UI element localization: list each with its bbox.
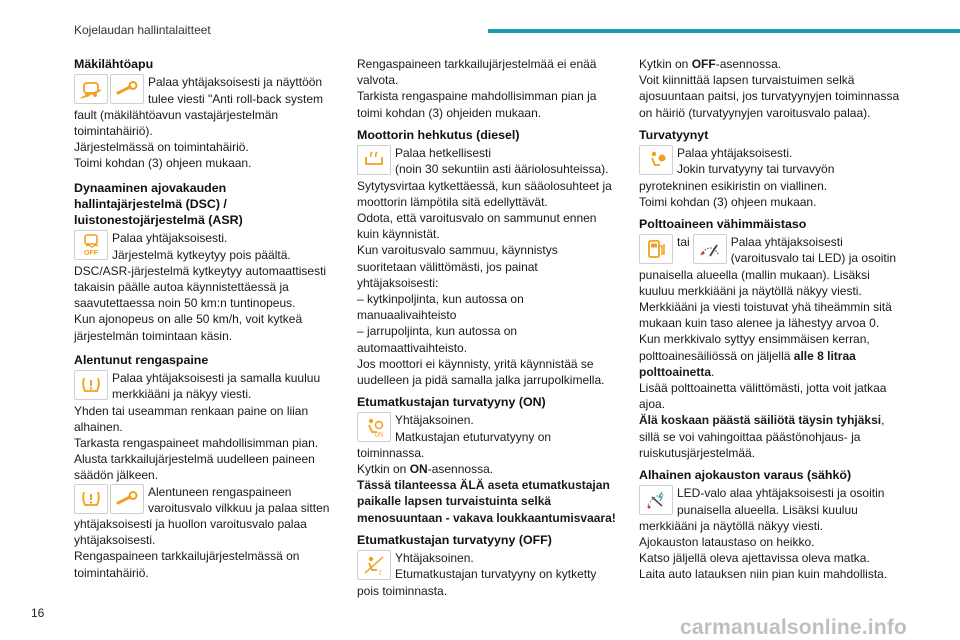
icon-group <box>693 234 727 264</box>
text-line: säädön jälkeen. <box>74 468 159 483</box>
heading-airbag-off: Etumatkustajan turvatyyny (OFF) <box>357 532 552 547</box>
text-line: Laita auto latauksen niin pian kuin mahdollista. <box>639 567 888 582</box>
icon-group <box>639 234 673 264</box>
text-line: toiminnassa. <box>357 445 425 460</box>
text-line: Kun ajonopeus on alle 50 km/h, voit kytkeä <box>74 312 303 327</box>
text-line: on häiriö (turvatyynyjen varoitusvalo palaa). <box>639 105 871 120</box>
icon-group <box>357 550 391 580</box>
text-line: uudelleen ja pidä samalla jalka jarrupolkimella. <box>357 372 605 387</box>
text-line: automaattivaihteisto. <box>357 340 468 355</box>
airbags-icon <box>639 145 673 175</box>
icon-group <box>639 145 673 175</box>
fuel-litres-line <box>639 348 903 364</box>
text-line: saavutettaessa noin 50 km:n tuntinopeus. <box>74 296 296 311</box>
text-line: Yhden tai useamman renkaan paine on liian <box>74 403 309 418</box>
text-line: varoitusvalo vilkkuu ja palaa sitten <box>148 500 330 515</box>
section-dsc-asr <box>74 230 338 343</box>
svg-text:ON: ON <box>374 432 384 439</box>
text-fragment-bold: Älä koskaan päästä säiliötä täysin tyhjäksi <box>639 413 882 428</box>
text-fragment: polttoainesäiliössä on jäljellä <box>639 348 794 363</box>
switch-line <box>639 56 903 72</box>
text-line: Toimi kohdan (3) ohjeen mukaan. <box>639 194 817 209</box>
text-fragment-bold: polttoainetta <box>639 364 711 379</box>
text-line: Tarkasta rengaspaineet mahdollisimman pian. <box>74 435 319 450</box>
heading-line: Dynaaminen ajovakauden <box>74 180 227 195</box>
section-airbag-off <box>357 550 621 599</box>
passenger-airbag-off-icon <box>357 550 391 580</box>
text-line: toimintahäiriö). <box>74 123 153 138</box>
page-number: 16 <box>31 606 45 620</box>
text-fragment: Kytkin on <box>357 462 410 477</box>
text-line: suoritetaan välittömästi, jos painat <box>357 259 538 274</box>
text-line: ajoa. <box>639 397 666 412</box>
heading-dsc-asr <box>74 180 338 229</box>
text-line: Kun merkkivalo syttyy ensimmäisen kerran, <box>639 332 870 347</box>
text-line: kuuluu merkkiääni ja näytöllä näkyy viesti. <box>639 283 862 298</box>
fuel-pump-icon <box>639 234 673 264</box>
text-fragment-bold: alle 8 litraa <box>793 348 856 363</box>
text-line: takaisin päälle autoa käynnistettäessä ja <box>74 280 289 295</box>
column-3 <box>639 56 903 583</box>
text-line: DSC/ASR-järjestelmä kytkeytyy automaattisesti <box>74 263 327 278</box>
watermark: carmanualsonline.info <box>680 616 908 639</box>
text-line: Palaa yhtäjaksoisesti ja näyttöön <box>148 75 323 90</box>
text-line: Yhtäjaksoinen. <box>395 551 474 566</box>
passenger-airbag-on-icon <box>357 412 391 442</box>
text-line: Alusta tarkkailujärjestelmä uudelleen paineen <box>74 452 315 467</box>
text-line: – kytkinpoljinta, kun autossa on <box>357 291 524 306</box>
text-line: merkkiääni ja näkyy viesti. <box>112 387 252 402</box>
text-line: Matkustajan etuturvatyyny on <box>395 429 552 444</box>
text-line: (noin 30 sekuntiin asti ääriolosuhteissa). <box>395 162 609 177</box>
text-line: yhtäjaksoisesti: <box>357 275 439 290</box>
text-line: Jokin turvatyyny tai turvavyön <box>677 162 835 177</box>
text-line: pois toiminnasta. <box>357 583 448 598</box>
text-line: punaisella alueella (mallin mukaan). Lisäksi <box>639 267 870 282</box>
text-line: Palaa hetkellisesti <box>395 146 492 161</box>
service-wrench-icon <box>110 74 144 104</box>
text-line: valvota. <box>357 73 399 88</box>
switch-line <box>357 461 621 477</box>
column-2 <box>357 56 621 599</box>
tyre-pressure-icon <box>74 484 108 514</box>
section-airbag-on <box>357 412 621 525</box>
text-line: LED-valo alaa yhtäjaksoisesti ja osoitin <box>677 486 885 501</box>
section-glow-plug <box>357 145 621 388</box>
heading-line: luistonestojärjestelmä (ASR) <box>74 213 243 228</box>
text-line: punaisella alueella. Lisäksi kuuluu <box>677 502 858 517</box>
text-line: sillä se voi vahingoittaa päästönohjaus- ja <box>639 429 861 444</box>
text-line: Tarkista rengaspaine mahdollisimman pian ja <box>357 89 597 104</box>
text-line: alhainen. <box>74 419 123 434</box>
text-line: (varoitusvalo tai LED) ja osoitin <box>730 251 897 266</box>
column-1 <box>74 56 338 581</box>
text-line: Katso jäljellä oleva ajettavissa oleva matka. <box>639 551 870 566</box>
heading-airbag-on: Etumatkustajan turvatyyny (ON) <box>357 395 546 410</box>
dsc-off-icon <box>74 230 108 260</box>
text-line: Etumatkustajan turvatyyny on kytketty <box>395 567 597 582</box>
text-line: järjestelmän toimintaan käsin. <box>74 328 233 343</box>
text-line: Rengaspaineen tarkkailujärjestelmässä on <box>74 549 300 564</box>
svg-text:2: 2 <box>378 570 382 577</box>
heading-line: hallintajärjestelmä (DSC) / <box>74 196 227 211</box>
text-line: pyrotekninen esikiristin on viallinen. <box>639 178 828 193</box>
warning-line: Tässä tilanteessa ÄLÄ aseta etumatkustajan <box>357 478 610 493</box>
or-label: tai <box>677 235 690 250</box>
icon-group <box>74 484 144 514</box>
text-line: Palaa yhtäjaksoisesti ja samalla kuuluu <box>112 371 321 386</box>
icon-group <box>74 230 108 260</box>
text-fragment-bold: ON <box>409 462 428 477</box>
text-fragment-bold: OFF <box>691 57 716 71</box>
text-line: tulee viesti "Anti roll-back system <box>148 91 323 106</box>
text-line: ruiskutusjärjestelmää. <box>639 445 756 460</box>
section-fuel-min <box>639 234 903 461</box>
hill-start-warning-icon <box>74 74 108 104</box>
header-accent-bar <box>488 29 960 33</box>
tyre-pressure-icon <box>74 370 108 400</box>
warning-line: menosuuntaan - vakava loukkaantumisvaara! <box>357 510 616 525</box>
fuel-litres-line-2 <box>639 364 903 380</box>
text-line: yhtäjaksoisesti. <box>74 533 156 548</box>
text-fragment: -asennossa. <box>427 462 494 477</box>
text-line: Merkkiääni ja viesti toistuvat yhä tiheämmin sitä <box>639 300 892 315</box>
text-line: toimi kohdan (3) ohjeiden mukaan. <box>357 105 542 120</box>
icon-group <box>357 145 391 175</box>
service-wrench-icon <box>110 484 144 514</box>
icon-group <box>74 74 144 104</box>
text-line: Palaa yhtäjaksoisesti <box>730 235 843 250</box>
text-line: – jarrupoljinta, kun autossa on <box>357 324 518 339</box>
section-airbags <box>639 145 903 210</box>
text-line: merkkiääni ja näytöllä näkyy viesti. <box>639 518 824 533</box>
heading-low-charge: Alhainen ajokauston varaus (sähkö) <box>639 468 852 483</box>
heading-airbags: Turvatyynyt <box>639 127 709 142</box>
text-line: Alentuneen rengaspaineen <box>148 484 292 499</box>
text-line: Sytytysvirtaa kytkettäessä, kun sääolosuhteet ja <box>357 178 612 193</box>
charge-level-icon <box>639 485 673 515</box>
text-line: Lisää polttoainetta välittömästi, jotta voit jatkaa <box>639 381 887 396</box>
section-hill-start <box>74 74 338 171</box>
icon-group <box>357 412 391 442</box>
running-head: Kojelaudan hallintalaitteet <box>74 23 211 37</box>
text-line: ajosuuntaan paitsi, jos turvatyynyjen toiminnassa <box>639 89 900 104</box>
text-line: Voit kiinnittää lapsen turvaistuimen selkä <box>639 73 855 88</box>
text-line: yhtäjaksoisesti ja huollon varoitusvalo palaa <box>74 516 307 531</box>
text-line: Järjestelmä kytkeytyy pois päältä. <box>112 247 291 262</box>
text-line: toimintahäiriö. <box>74 565 149 580</box>
text-line: Jos moottori ei käynnisty, yritä käynnistää se <box>357 356 594 371</box>
text-line: Ajokauston lataustaso on heikko. <box>639 534 815 549</box>
text-line: manuaalivaihteisto <box>357 308 457 323</box>
dsc-off-label: OFF <box>84 250 98 257</box>
fuel-gauge-icon <box>693 234 727 264</box>
text-line: Palaa yhtäjaksoisesti. <box>112 231 228 246</box>
text-line: kuin käynnistät. <box>357 227 440 242</box>
text-fragment: Kytkin on <box>639 57 692 71</box>
text-fragment: -asennossa. <box>715 57 782 71</box>
section-tyre-pressure <box>74 370 338 483</box>
heading-hill-start: Mäkilähtöapu <box>74 57 154 71</box>
text-line: Palaa yhtäjaksoisesti. <box>677 146 793 161</box>
text-line: Yhtäjaksoinen. <box>395 413 474 428</box>
icon-group <box>639 485 673 515</box>
warning-line: paikalle lapsen turvaistuinta selkä <box>357 494 552 509</box>
text-line: Järjestelmässä on toimintahäiriö. <box>74 140 249 155</box>
glow-plug-icon <box>357 145 391 175</box>
heading-fuel-min: Polttoaineen vähimmäistaso <box>639 216 807 231</box>
fuel-warning-line <box>639 412 903 428</box>
text-fragment: . <box>711 364 715 379</box>
text-line: Rengaspaineen tarkkailujärjestelmää ei enää <box>357 57 597 71</box>
text-line: mukaan kuin taso alenee ja lähestyy arvoa 0. <box>639 316 880 331</box>
text-line: Odota, että varoitusvalo on sammunut ennen <box>357 210 597 225</box>
section-tyre-system-fault <box>74 484 338 581</box>
text-line: Kun varoitusvalo sammuu, käynnistys <box>357 243 558 258</box>
text-fragment: , <box>881 413 885 428</box>
text-line: fault (mäkilähtöavun vastajärjestelmän <box>74 107 279 122</box>
section-low-charge <box>639 485 903 582</box>
text-line: Toimi kohdan (3) ohjeen mukaan. <box>74 156 252 171</box>
text-line: moottorin lämpötila sitä edellyttävät. <box>357 194 548 209</box>
icon-group <box>74 370 108 400</box>
heading-glow-plug: Moottorin hehkutus (diesel) <box>357 127 520 142</box>
heading-tyre-pressure: Alentunut rengaspaine <box>74 352 209 367</box>
